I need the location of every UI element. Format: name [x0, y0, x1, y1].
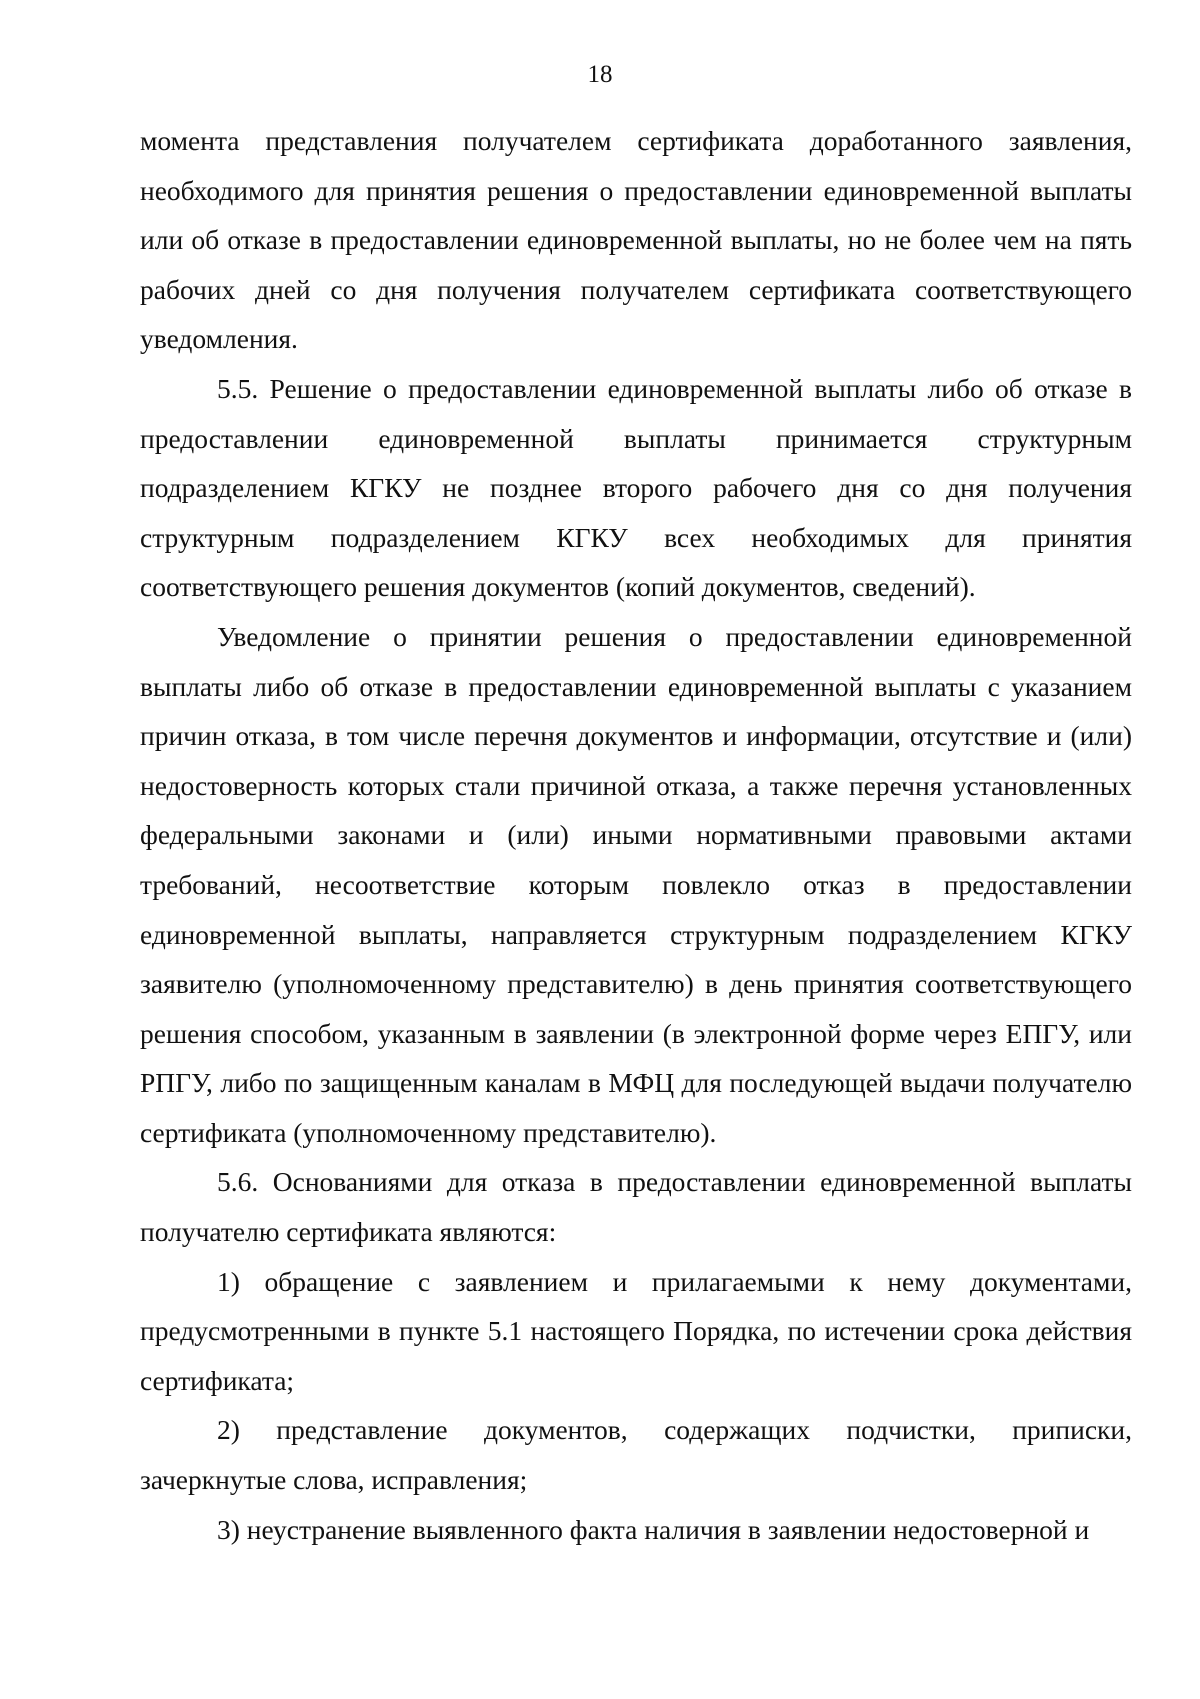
page-number: 18 — [587, 61, 613, 88]
paragraph-continuation: момента представления получателем сертификата доработанного заявления, необходимого для принятия решения о предоставлении единовременной выплаты или об отказе в предоставлении единовременной выплаты, но не более чем на пять рабочих дней со дня получения получателем сертификата соответствующего уведомления. — [140, 125, 1132, 355]
paragraph-notification: Уведомление о принятии решения о предоставлении единовременной выплаты либо об отказе в предоставлении единовременной выплаты с указанием причин отказа, в том числе перечня документов и информации, отсутствие и (или) недостоверность которых стали причиной отказа, а также перечня установленных федеральными законами и (или) иными нормативными правовыми актами требований, несоответствие которым повлекло отказ в предоставлении единовременной выплаты, направляется структурным подразделением КГКУ заявителю (уполномоченному представителю) в день принятия соответствующего решения способом, указанным в заявлении (в электронной форме через ЕПГУ, или РПГУ, либо по защищенным каналам в МФЦ для последующей выдачи получателю сертификата (уполномоченному представителю). — [140, 620, 1132, 1148]
paragraph-5-6: 5.6. Основаниями для отказа в предоставлении единовременной выплаты получателю сертификата являются: — [140, 1166, 1132, 1248]
list-item-1: 1) обращение с заявлением и прилагаемыми к нему документами, предусмотренными в пункте 5.1 настоящего Порядка, по истечении срока действия сертификата; — [140, 1265, 1132, 1396]
document-body — [140, 116, 1132, 1554]
list-item-2: 2) представление документов, содержащих подчистки, приписки, зачеркнутые слова, исправления; — [140, 1414, 1132, 1496]
paragraph-5-5: 5.5. Решение о предоставлении единовременной выплаты либо об отказе в предоставлении единовременной выплаты принимается структурным подразделением КГКУ не позднее второго рабочего дня со дня получения структурным подразделением КГКУ всех необходимых для принятия соответствующего решения документов (копий документов, сведений). — [140, 372, 1132, 603]
list-item-3: 3) неустранение выявленного факта наличия в заявлении недостоверной и — [217, 1513, 1090, 1545]
